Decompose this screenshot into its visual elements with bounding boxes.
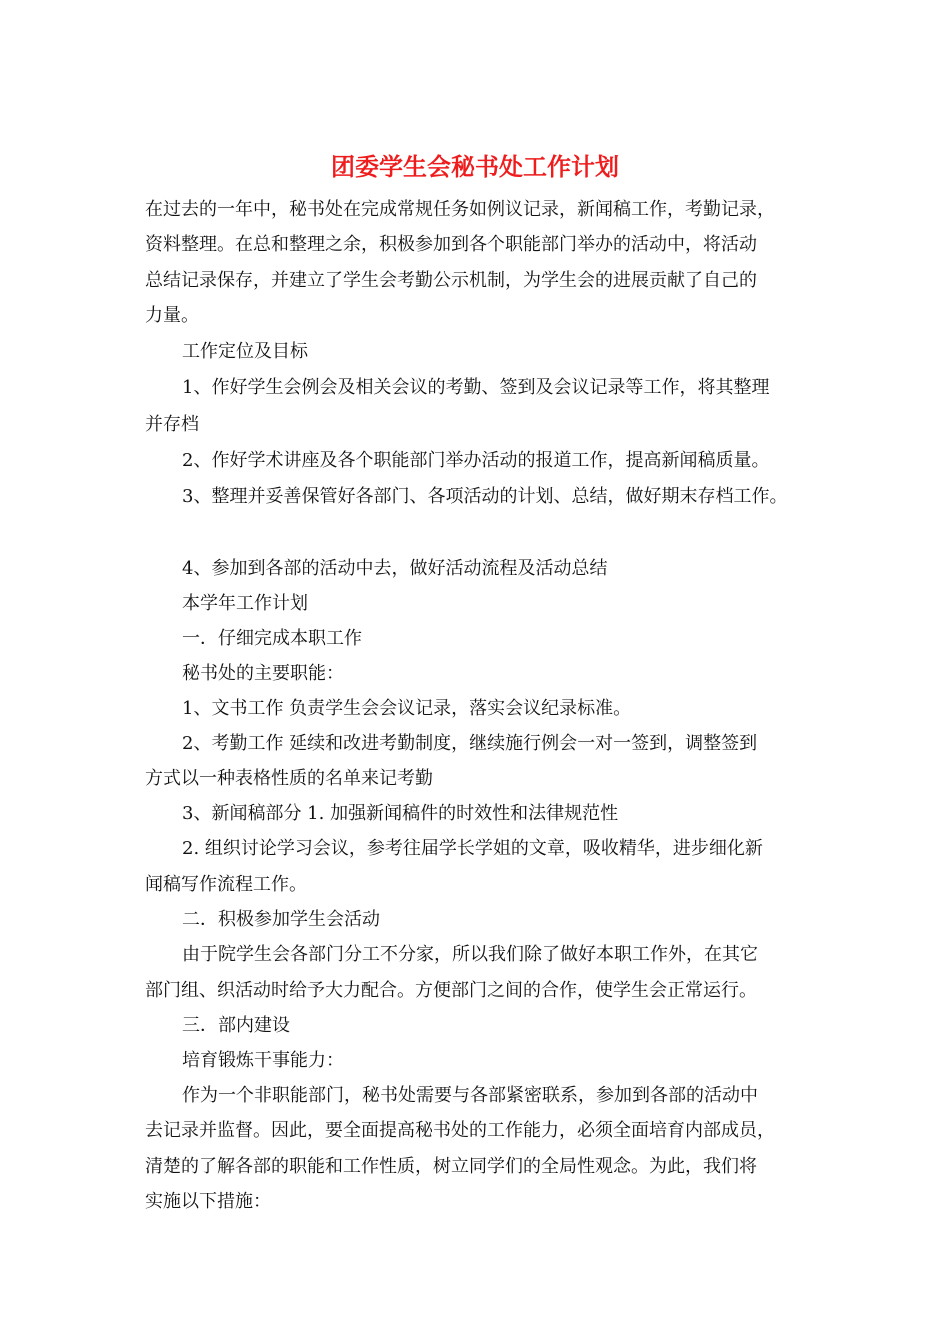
section-heading: 一．仔细完成本职工作 — [182, 628, 362, 649]
text-line: 资料整理。在总和整理之余，积极参加到各个职能部门举办的活动中，将活动 — [145, 234, 757, 255]
section-heading: 二．积极参加学生会活动 — [182, 909, 380, 930]
text-line: 闻稿写作流程工作。 — [145, 874, 307, 895]
section-heading: 本学年工作计划 — [182, 593, 308, 614]
text-line: 去记录并监督。因此，要全面提高秘书处的工作能力，必须全面培育内部成员， — [145, 1120, 775, 1141]
text-line: 2、作好学术讲座及各个职能部门举办活动的报道工作，提高新闻稿质量。 — [182, 450, 770, 471]
text-line: 力量。 — [145, 305, 199, 326]
text-line: 1、作好学生会例会及相关会议的考勤、签到及会议记录等工作，将其整理 — [182, 377, 770, 398]
section-heading: 工作定位及目标 — [182, 341, 308, 362]
document-title: 团委学生会秘书处工作计划 — [331, 152, 619, 181]
text-line: 总结记录保存，并建立了学生会考勤公示机制，为学生会的进展贡献了自己的 — [145, 270, 757, 291]
text-line: 在过去的一年中，秘书处在完成常规任务如例议记录，新闻稿工作，考勤记录， — [145, 199, 775, 220]
text-line: 2. 组织讨论学习会议，参考往届学长学姐的文章，吸收精华，进步细化新 — [182, 838, 763, 859]
section-heading: 三．部内建设 — [182, 1015, 290, 1036]
text-line: 2、考勤工作 延续和改进考勤制度，继续施行例会一对一签到，调整签到 — [182, 733, 758, 754]
text-line: 1、文书工作 负责学生会会议记录，落实会议纪录标准。 — [182, 698, 632, 719]
text-line: 部门组、织活动时给予大力配合。方便部门之间的合作，使学生会正常运行。 — [145, 980, 757, 1001]
text-line: 秘书处的主要职能： — [182, 663, 344, 684]
text-line: 作为一个非职能部门，秘书处需要与各部紧密联系，参加到各部的活动中 — [182, 1085, 758, 1106]
text-line: 并存档 — [145, 414, 199, 435]
text-line: 由于院学生会各部门分工不分家，所以我们除了做好本职工作外，在其它 — [182, 944, 758, 965]
text-line: 实施以下措施： — [145, 1191, 271, 1212]
text-line: 4、参加到各部的活动中去，做好活动流程及活动总结 — [182, 558, 608, 579]
text-line: 培育锻炼干事能力： — [182, 1050, 344, 1071]
text-line: 3、新闻稿部分 1. 加强新闻稿件的时效性和法律规范性 — [182, 803, 619, 824]
text-line: 方式以一种表格性质的名单来记考勤 — [145, 768, 433, 789]
text-line: 清楚的了解各部的职能和工作性质，树立同学们的全局性观念。为此，我们将 — [145, 1156, 757, 1177]
text-line: 3、整理并妥善保管好各部门、各项活动的计划、总结，做好期末存档工作。 — [182, 486, 788, 507]
